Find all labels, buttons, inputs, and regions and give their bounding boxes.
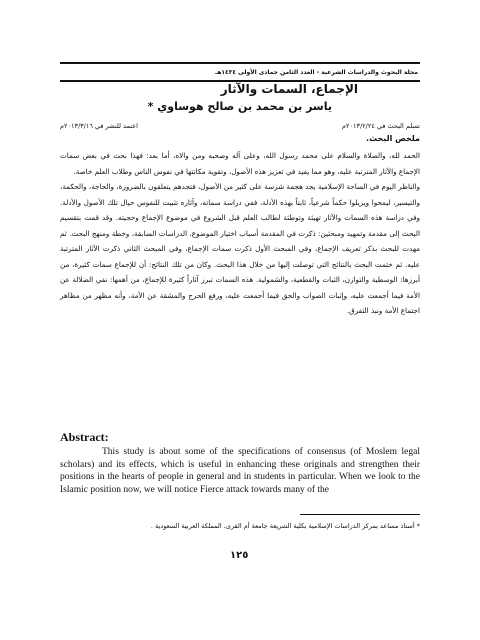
received-date: تسلم البحث في ٢٠١٣/٢/٢٤م [342, 122, 420, 130]
summary-paragraph: والناظر اليوم في الساحة الإسلامية يجد هجمة شرسة على كثير من الأصول، فتجدهم يتعلقون بالضرورة، والحاجة، والحكمة، والتيسير، ليمحوا ويزيلوا حكماً شرعياً، ثابتاً بهذه الأدلة، ففي دراسة سماته، وآثاره تثبيت للنفوس حيال تلك الأصول والأدلة. وفي دراسة هذه السمات والآثار تهيئة وتوطئة لطالب العلم قبل الشروع في موضوع الإجماع وحجيته. وقد قمت بتقسيم البحث إلى مقدمة وتمهيد ومبحثين: ذكرت في المقدمة أسباب اختيار الموضوع، الدراسات السابقة، وخطة ومنهج البحث. ثم مهدت للبحث بذكر تعريف الإجماع، وفي المبحث الأول ذكرت سمات الإجماع، وفي المبحث الثاني ذكرت الآثار المترتبة عليه. ثم ختمت البحث بالنتائج التي توصلت إليها من خلال هذا البحث. وكان من تلك النتائج: أن للإجماع سمات كثيرة، من أبرزها: الوسطية والتوازن، الثبات والقطعية، والشمولية. هذه السمات تبرز آثاراً كثيرة للإجماع، من أهمها: نفي الضلالة عن الأمة فيما أجمعت عليه، وإثبات الصواب والحق فيما أجمعت عليه، ورفع الحرج والمشقة عن الأمة، وأنه مظهر من مظاهر اجتماع الأمة ونبذ التفرق. [60, 182, 420, 315]
paper-page [60, 62, 420, 562]
summary-heading: ملخص البحث. [366, 134, 420, 143]
abstract-heading: Abstract: [60, 430, 109, 444]
abstract-body: This study is about some of the specifications of consensus (of Moslem legal scholars) and its effects, which is useful in enhancing these originals and strengthen their positions in the hearts of people in general and in students in particular. When we look to the Islamic position now, we will notice Fierce attack towards many of the [60, 447, 420, 495]
footnote: * أستاذ مساعد بمركز الدراسات الإسلامية بكلية الشريعة جامعة أم القرى، المملكة العربية السعودية . [150, 522, 420, 530]
paper-title: الإجماع، السمات والآثار [220, 82, 358, 96]
page-number: ١٢٥ [230, 550, 249, 561]
journal-header-text: مجلة البحوث والدراسات الشرعية - العدد الثامن جمادى الأولى ١٤٣٤هـ [215, 68, 418, 76]
accepted-date: اعتمد للنشر في ٢٠١٣/٣/١٦م [60, 122, 138, 130]
journal-header-band [60, 62, 420, 82]
footnote-divider [300, 514, 420, 515]
arabic-summary [60, 148, 420, 319]
summary-paragraph: الحمد لله، والصلاة والسلام على محمد رسول الله، وعلى آله وصحبه ومن والاه، أما بعد: فهذا بحث في بعض سمات الإجماع والآثار المترتبة عليه، وهو مما يفيد في تعزيز هذه الأصول، وتقوية مكانتها في نفوس الناس وطلاب العلم خاصة. [60, 151, 420, 176]
dates-row [60, 122, 420, 130]
author-name: ياسر بن محمد بن صالح هوساوي * [147, 100, 332, 113]
